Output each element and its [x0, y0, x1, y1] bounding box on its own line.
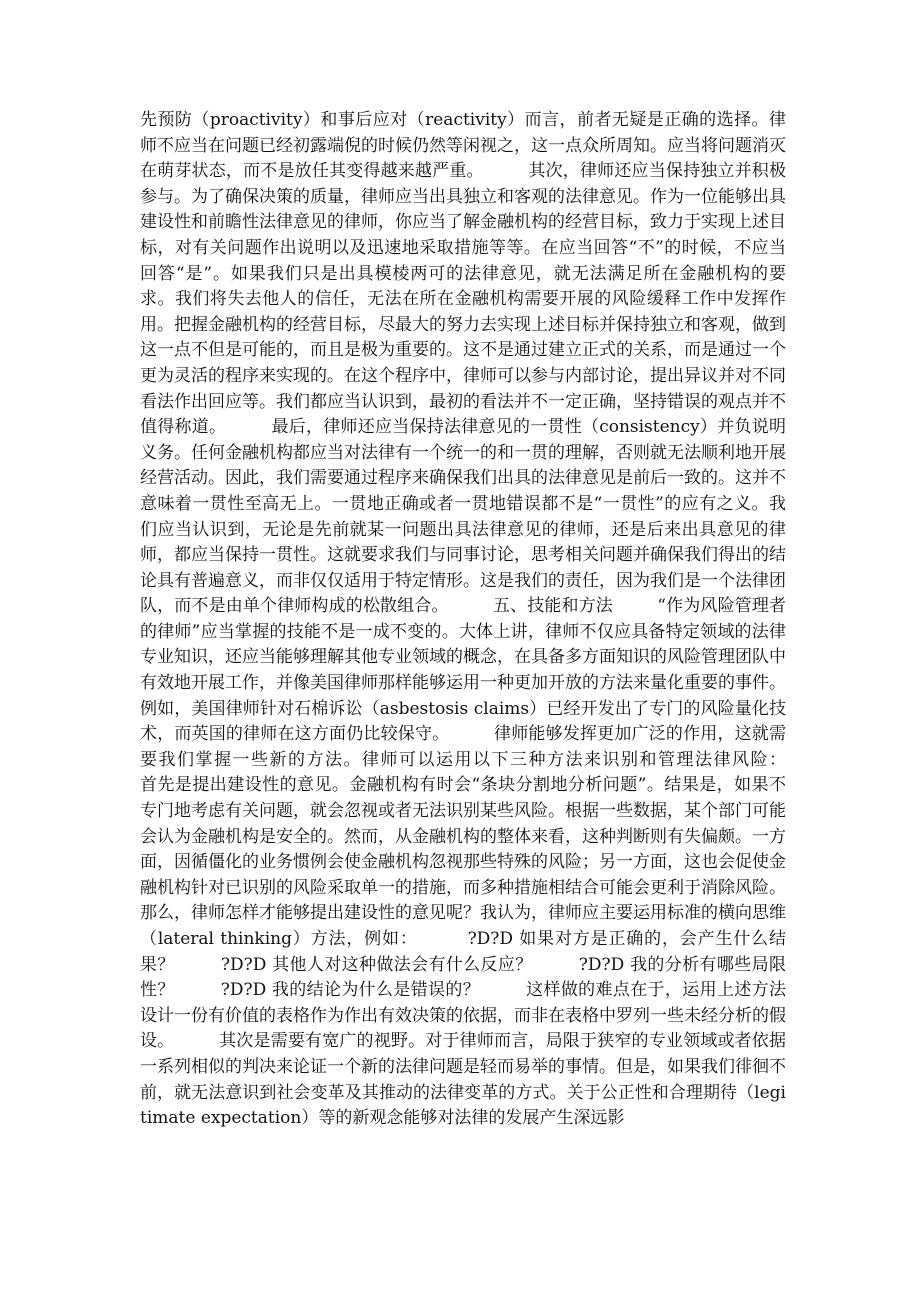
document-page	[140, 108, 830, 1298]
body-paragraph: 先预防（proactivity）和事后应对（reactivity）而言，前者无疑是正确的选择。律师不应当在问题已经初露端倪的时候仍然等闲视之，这一点众所周知。应当将问题消灭在萌芽状态，而不是放任其变得越来越严重。 其次，律师还应当保持独立并积极参与。为了确保决策的质量，律师应当出具独立和客观的法律意见。作为一位能够出具建设性和前瞻性法律意见的律师，你应当了解金融机构的经营目标，致力于实现上述目标，对有关问题作出说明以及迅速地采取措施等等。在应当回答“不”的时候，不应当回答“是”。如果我们只是出具模棱两可的法律意见，就无法满足所在金融机构的要求。我们将失去他人的信任，无法在所在金融机构需要开展的风险缓释工作中发挥作用。把握金融机构的经营目标，尽最大的努力去实现上述目标并保持独立和客观，做到这一点不但是可能的，而且是极为重要的。这不是通过建立正式的关系，而是通过一个更为灵活的程序来实现的。在这个程序中，律师可以参与内部讨论，提出异议并对不同看法作出回应等。我们都应当认识到，最初的看法并不一定正确，坚持错误的观点并不值得称道。 最后，律师还应当保持法律意见的一贯性（consistency）并负说明义务。任何金融机构都应当对法律有一个统一的和一贯的理解，否则就无法顺利地开展经营活动。因此，我们需要通过程序来确保我们出具的法律意见是前后一致的。这并不意味着一贯性至高无上。一贯地正确或者一贯地错误都不是“一贯性”的应有之义。我们应当认识到，无论是先前就某一问题出具法律意见的律师，还是后来出具意见的律师，都应当保持一贯性。这就要求我们与同事讨论，思考相关问题并确保我们得出的结论具有普遍意义，而非仅仅适用于特定情形。这是我们的责任，因为我们是一个法律团队，而不是由单个律师构成的松散组合。 五、技能和方法 “作为风险管理者的律师”应当掌握的技能不是一成不变的。大体上讲，律师不仅应具备特定领域的法律专业知识，还应当能够理解其他专业领域的概念，在具备多方面知识的风险管理团队中有效地开展工作，并像美国律师那样能够运用一种更加开放的方法来量化重要的事件。例如，美国律师针对石棉诉讼（asbestosis claims）已经开发出了专门的风险量化技术，而英国的律师在这方面仍比较保守。 律师能够发挥更加广泛的作用，这就需要我们掌握一些新的方法。律师可以运用以下三种方法来识别和管理法律风险： 首先是提出建设性的意见。金融机构有时会“条块分割地分析问题”。结果是，如果不专门地考虑有关问题，就会忽视或者无法识别某些风险。根据一些数据，某个部门可能会认为金融机构是安全的。然而，从金融机构的整体来看，这种判断则有失偏颇。一方面，因循僵化的业务惯例会使金融机构忽视那些特殊的风险；另一方面，这也会促使金融机构针对已识别的风险采取单一的措施，而多种措施相结合可能会更利于消除风险。 那么，律师怎样才能够提出建设性的意见呢？我认为，律师应主要运用标准的横向思维（lateral thinking）方法，例如： ?D?D 如果对方是正确的，会产生什么结果？ ?D?D 其他人对这种做法会有什么反应？ ?D?D 我的分析有哪些局限性？ ?D?D 我的结论为什么是错误的？ 这样做的难点在于，运用上述方法设计一份有价值的表格作为作出有效决策的依据，而非在表格中罗列一些未经分析的假设。 其次是需要有宽广的视野。对于律师而言，局限于狭窄的专业领域或者依据一系列相似的判决来论证一个新的法律问题是轻而易举的事情。但是，如果我们徘徊不前，就无法意识到社会变革及其推动的法律变革的方式。关于公正性和合理期待（legitimate expectation）等的新观念能够对法律的发展产生深远影	[140, 110, 830, 1129]
